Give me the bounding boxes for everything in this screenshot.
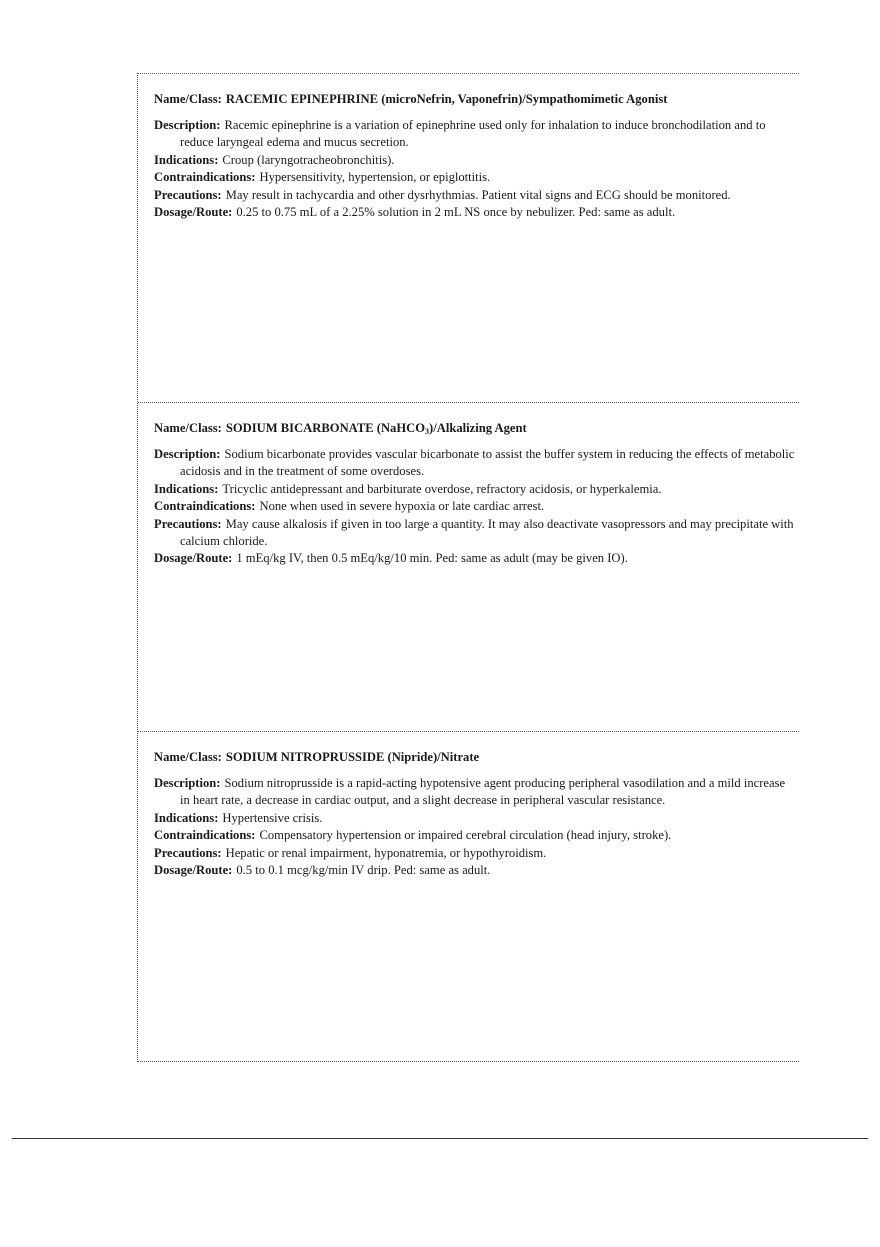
description-field xyxy=(154,117,799,152)
contraindications-text: Hypersensitivity, hypertension, or epiglottitis. xyxy=(259,170,491,185)
indications-text: Tricyclic antidepressant and barbiturate overdose, refractory acidosis, or hyperkalemia. xyxy=(222,481,662,496)
indications-label: Indications: xyxy=(154,152,219,167)
description-text: Sodium bicarbonate provides vascular bicarbonate to assist the buffer system in reducing the effects of metabolic acidosis and in the treatment of some overdoses. xyxy=(180,447,795,479)
drug-name-class: RACEMIC EPINEPHRINE (microNefrin, Vaponefrin)/Sympathomimetic Agonist xyxy=(225,92,668,106)
dosage-route-text: 1 mEq/kg IV, then 0.5 mEq/kg/10 min. Ped: same as adult (may be given IO). xyxy=(236,551,628,566)
contraindications-label: Contraindications: xyxy=(154,828,256,843)
precautions-field xyxy=(154,516,799,551)
card-title xyxy=(154,420,799,436)
dosage-route-text: 0.5 to 0.1 mcg/kg/min IV drip. Ped: same as adult. xyxy=(236,863,491,878)
precautions-text: Hepatic or renal impairment, hyponatremia, or hypothyroidism. xyxy=(225,845,547,860)
drug-name-class: SODIUM NITROPRUSSIDE (Nipride)/Nitrate xyxy=(225,750,480,764)
dosage-route-field xyxy=(154,204,799,221)
contraindications-text: Compensatory hypertension or impaired cerebral circulation (head injury, stroke). xyxy=(259,828,672,843)
drug-card-sodium-nitroprusside xyxy=(138,732,799,1062)
dosage-route-field xyxy=(154,862,799,879)
chemical-subscript: 3 xyxy=(425,427,430,436)
drug-card-sodium-bicarbonate xyxy=(138,403,799,732)
card-title xyxy=(154,91,799,107)
precautions-text: May cause alkalosis if given in too large a quantity. It may also deactivate vasopressors and may precipitate with calcium chloride. xyxy=(180,516,794,549)
precautions-text: May result in tachycardia and other dysrhythmias. Patient vital signs and ECG should be monitored. xyxy=(225,187,731,202)
name-class-label: Name/Class: xyxy=(154,92,222,106)
drug-class-suffix: )/Alkalizing Agent xyxy=(429,421,527,435)
drug-name-prefix: SODIUM BICARBONATE (NaHCO xyxy=(225,421,426,435)
name-class-label: Name/Class: xyxy=(154,750,222,764)
contraindications-field xyxy=(154,498,799,515)
indications-field xyxy=(154,152,799,169)
drug-card-racemic-epinephrine xyxy=(138,74,799,403)
contraindications-label: Contraindications: xyxy=(154,499,256,514)
precautions-field xyxy=(154,845,799,862)
indications-field xyxy=(154,481,799,498)
description-text: Sodium nitroprusside is a rapid-acting hypotensive agent producing peripheral vasodilation and a mild increase in heart rate, a decrease in cardiac output, and a slight decrease in peripheral vascular resistance. xyxy=(180,776,786,808)
description-field xyxy=(154,775,799,810)
contraindications-field xyxy=(154,169,799,186)
name-class-label: Name/Class: xyxy=(154,421,222,435)
contraindications-field xyxy=(154,827,799,844)
indications-label: Indications: xyxy=(154,481,219,496)
drug-card-sheet xyxy=(137,73,799,1062)
indications-field xyxy=(154,810,799,827)
dosage-route-label: Dosage/Route: xyxy=(154,205,233,220)
precautions-label: Precautions: xyxy=(154,845,222,860)
precautions-label: Precautions: xyxy=(154,516,222,531)
contraindications-label: Contraindications: xyxy=(154,170,256,185)
description-label: Description: xyxy=(154,447,221,461)
card-title xyxy=(154,749,799,765)
precautions-field xyxy=(154,187,799,204)
dosage-route-label: Dosage/Route: xyxy=(154,551,233,566)
precautions-label: Precautions: xyxy=(154,187,222,202)
description-text: Racemic epinephrine is a variation of epinephrine used only for inhalation to induce bronchodilation and to reduce laryngeal edema and mucus secretion. xyxy=(180,118,766,150)
page-bottom-rule xyxy=(12,1138,868,1139)
contraindications-text: None when used in severe hypoxia or late cardiac arrest. xyxy=(259,499,545,514)
description-label: Description: xyxy=(154,118,221,132)
indications-text: Croup (laryngotracheobronchitis). xyxy=(222,152,395,167)
indications-text: Hypertensive crisis. xyxy=(222,810,323,825)
description-label: Description: xyxy=(154,776,221,790)
indications-label: Indications: xyxy=(154,810,219,825)
dosage-route-text: 0.25 to 0.75 mL of a 2.25% solution in 2 mL NS once by nebulizer. Ped: same as adult. xyxy=(236,205,676,220)
dosage-route-field xyxy=(154,550,799,567)
description-field xyxy=(154,446,799,481)
dosage-route-label: Dosage/Route: xyxy=(154,863,233,878)
